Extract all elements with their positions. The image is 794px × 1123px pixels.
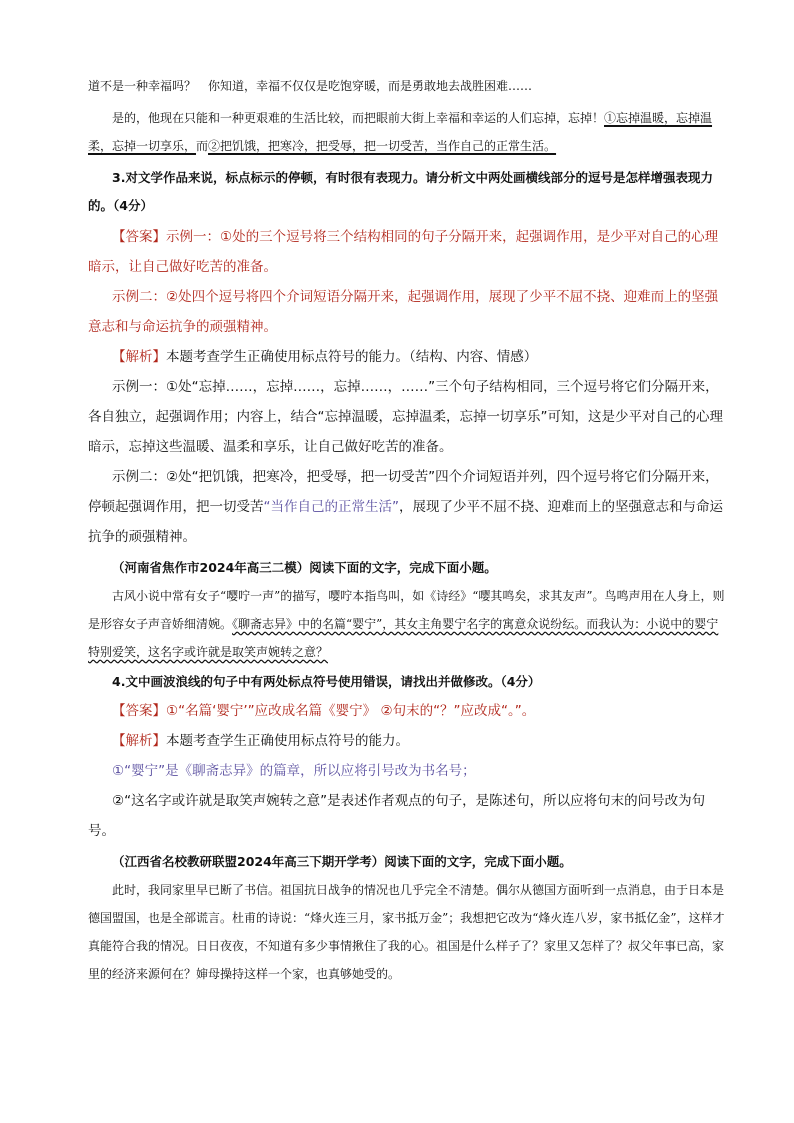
analysis-quote: “当作自己的正常生活” xyxy=(263,499,399,515)
passage-paragraph-1: 道不是一种幸福吗？ 你知道，幸福不仅仅是吃饱穿暖，而是勇敢地去战胜困难…… xyxy=(88,79,533,93)
question-4: 4.文中画波浪线的句子中有两处标点符号使用错误，请找出并做修改。（4分） xyxy=(112,674,541,689)
answer-3-example-1 xyxy=(88,222,728,282)
analysis-tag: 【解析】 xyxy=(112,349,166,365)
answer-text: 示例一：①处的三个逗号将三个结构相同的句子分隔开来，起强调作用，是少平对自己的心理暗示，让自己做好吃苦的准备。 xyxy=(88,229,719,275)
passage-text: 而 xyxy=(196,139,209,153)
question-3: 3.对文学作品来说，标点标示的停顿，有时很有表现力。请分析文中两处画横线部分的逗号是怎样增强表现力的。（4分） xyxy=(88,170,713,213)
analysis-text: 本题考查学生正确使用标点符号的能力。（结构、内容、情感） xyxy=(166,349,538,365)
document-page xyxy=(88,72,728,988)
answer-tag: 【答案】 xyxy=(112,229,166,245)
analysis-4-line-2: ②“这名字或许就是取笑声婉转之意”是表述作者观点的句子，是陈述句，所以应将句末的问号改为句号。 xyxy=(88,793,706,839)
analysis-3-example-1: 示例一：①处“忘掉……，忘掉……，忘掉……，……”三个句子结构相同，三个逗号将它们分隔开来，各自独立，起强调作用；内容上，结合“忘掉温暖，忘掉温柔，忘掉一切享乐”可知，这是少平对自己的心理暗示，忘掉这些温暖、温柔和享乐，让自己做好吃苦的准备。 xyxy=(88,379,723,455)
answer-tag: 【答案】 xyxy=(112,703,166,719)
analysis-4-intro xyxy=(88,726,728,756)
analysis-text: 本题考查学生正确使用标点符号的能力。 xyxy=(166,733,409,749)
passage-text: 古风小说中常有女子“嘤咛一声”的描写，嘤咛本指鸟叫，如《诗经》“嘤其鸣矣，求其友声”。鸟鸣声用在人身上，则是形容女子声音娇细清婉。 xyxy=(88,589,725,631)
answer-4 xyxy=(88,696,728,726)
underlined-phrase-2: ②把饥饿，把寒冷，把受辱，把一切受苦，当作自己的正常生活。 xyxy=(208,139,557,153)
passage-paragraph-4 xyxy=(88,582,728,666)
passage-paragraph-2 xyxy=(88,104,728,160)
underlined-phrase-1: ①忘掉温暖，忘掉温柔，忘掉一切享乐， xyxy=(88,111,713,153)
analysis-4-line-1: ①“婴宁”是《聊斋志异》的篇章，所以应将引号改为书名号； xyxy=(112,763,476,779)
analysis-3-intro xyxy=(88,342,728,372)
wavy-underlined-sentence: 《聊斋志异》中的名篇“婴宁”，其女主角婴宁名字的寓意众说纷纭。而我认为：小说中的婴宁特别爱笑，这名字或许就是取笑声婉转之意？ xyxy=(88,617,719,659)
answer-3-example-2: 示例二：②处四个逗号将四个介词短语分隔开来，起强调作用，展现了少平不屈不挠、迎难而上的坚强意志和与命运抗争的顽强精神。 xyxy=(88,289,719,335)
source-heading-4: （河南省焦作市2024年高三二模）阅读下面的文字，完成下面小题。 xyxy=(112,560,497,575)
passage-text: 是的，他现在只能和一种更艰难的生活比较，而把眼前大街上幸福和幸运的人们忘掉，忘掉！ xyxy=(112,111,605,125)
analysis-text: ，展现了少平不屈不挠、迎难而上的坚强意志和与命运抗争的顽强精神。 xyxy=(88,499,723,545)
analysis-tag: 【解析】 xyxy=(112,733,166,749)
analysis-3-example-2 xyxy=(88,462,728,552)
answer-text: ①“名篇‘婴宁’”应改成名篇《婴宁》 ②句末的“？”应改成“。”。 xyxy=(166,703,536,719)
source-heading-5: （江西省名校教研联盟2024年高三下期开学考）阅读下面的文字，完成下面小题。 xyxy=(112,854,572,869)
passage-paragraph-5: 此时，我同家里早已断了书信。祖国抗日战争的情况也几乎完全不清楚。偶尔从德国方面听到一点消息，由于日本是德国盟国，也是全部谎言。杜甫的诗说：“烽火连三月，家书抵万金”；我想把它改为“烽火连八岁，家书抵亿金”，这样才真能符合我的情况。日日夜夜，不知道有多少事情揪住了我的心。祖国是什么样子了？家里又怎样了？叔父年事已高，家里的经济来源何在？婶母操持这样一个家，也真够她受的。 xyxy=(88,883,725,981)
analysis-text: 示例二：②处“把饥饿，把寒冷，把受辱，把一切受苦”四个介词短语并列，四个逗号将它们分隔开来，停顿起强调作用，把一切受苦 xyxy=(88,469,719,515)
